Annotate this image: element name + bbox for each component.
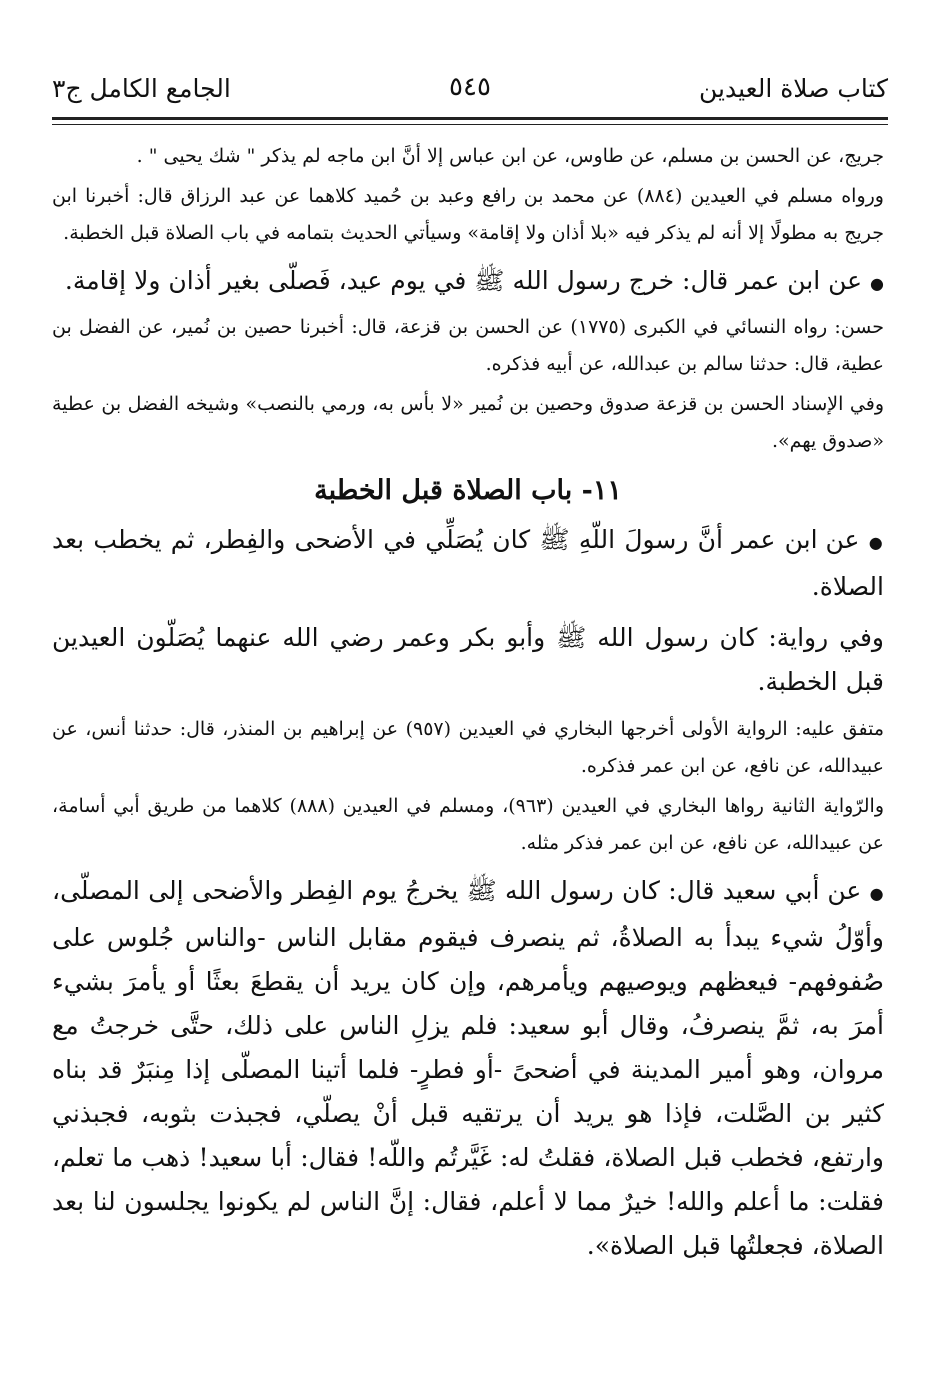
hadith-text: عن ابن عمر قال: خرج رسول الله ﷺ في يوم عيد، فَصلّى بغير أذان ولا إقامة.: [64, 266, 863, 295]
commentary-paragraph: جريج، عن الحسن بن مسلم، عن طاوس، عن ابن عباس إلا أنَّ ابن ماجه لم يذكر " شك يحيى " .: [136, 145, 884, 167]
bullet-icon: ●: [868, 533, 885, 552]
bullet-icon: ●: [869, 884, 884, 903]
commentary-paragraph: حسن: رواه النسائي في الكبرى (١٧٧٥) عن الحسن بن قزعة، قال: أخبرنا حصين بن نُمير، عن الفضل بن عطية، قال: حدثنا سالم بن عبدالله، عن أبيه فذكره.: [52, 316, 884, 375]
header-rule-thin: [52, 124, 888, 125]
page-number: ٥٤٥: [449, 72, 491, 102]
section-heading: ١١- باب الصلاة قبل الخطبة: [314, 475, 622, 506]
hadith-paragraph: [52, 869, 884, 1268]
hadith-text: عن ابن عمر أنَّ رسولَ اللّهِ ﷺ كان يُصَلِّي في الأضحى والفِطر، ثم يخطب بعد الصلاة.: [52, 525, 884, 601]
book-title: كتاب صلاة العيدين: [698, 74, 888, 103]
hadith-text: عن أبي سعيد قال: كان رسول الله ﷺ يخرجُ يوم الفِطر والأضحى إلى المصلّى، وأوّلُ شيء يبدأ به الصلاةُ، ثم ينصرف فيقوم مقابل الناس -والناس جُلوس على صُفوفهم- فيعظهم ويوصيهم ويأمرهم، وإن كان يريد أن يقطعَ بعثًا أو يأمرَ بشيء أمرَ به، ثمَّ ينصرفُ، وقال أبو سعيد: فلم يزلِ الناس على ذلك، حتَّى خرجتُ مع مروان، وهو أمير المدينة في أضحىً -أو فطرٍ- فلما أتينا المصلّى إذا مِنبَرٌ قد بناه كثير بن الصَّلت، فإذا هو يريد أن يرتقيه قبل أنْ يصلّي، فجبذت بثوبه، فجبذني وارتفع، فخطب قبل الصلاة، فقلتُ له: غَيَّرتُم واللّه! فقال: أبا سعيد! ذهب ما تعلم، فقلت: ما أعلم والله! خيرٌ مما لا أعلم، فقال: إنَّ الناس لم يكونوا يجلسون لنا بعد الصلاة، فجعلتُها قبل الصلاة».: [52, 876, 884, 1260]
series-title: الجامع الكامل ج٣: [52, 74, 231, 103]
commentary-paragraph: والرّواية الثانية رواها البخاري في العيدين (٩٦٣)، ومسلم في العيدين (٨٨٨) كلاهما من طريق أبي أسامة، عن عبيدالله، عن نافع، عن ابن عمر فذكر مثله.: [52, 795, 884, 854]
running-header: [52, 68, 888, 116]
commentary-paragraph: ورواه مسلم في العيدين (٨٨٤) عن محمد بن رافع وعبد بن حُميد كلاهما عن عبد الرزاق قال: أخبرنا ابن جريج به مطولًا إلا أنه لم يذكر فيه «بلا أذان ولا إقامة» وسيأتي الحديث بتمامه في باب الصلاة قبل الخطبة.: [52, 185, 884, 244]
commentary-paragraph: متفق عليه: الرواية الأولى أخرجها البخاري في العيدين (٩٥٧) عن إبراهيم بن المنذر، قال: حدثنا أنس، عن عبيدالله، عن نافع، عن ابن عمر فذكره.: [52, 718, 884, 777]
hadith-paragraph: [52, 259, 884, 306]
page-body: [52, 138, 884, 1268]
bullet-icon: ●: [870, 274, 884, 293]
hadith-paragraph: [52, 518, 884, 609]
hadith-paragraph: وفي رواية: كان رسول الله ﷺ وأبو بكر وعمر رضي الله عنهما يُصَلّون العيدين قبل الخطبة.: [52, 623, 884, 696]
header-rule-thick: [52, 117, 888, 120]
commentary-paragraph: وفي الإسناد الحسن بن قزعة صدوق وحصين بن نُمير «لا بأس به، ورمي بالنصب» وشيخه الفضل بن عطية «صدوق يهم».: [52, 393, 884, 452]
